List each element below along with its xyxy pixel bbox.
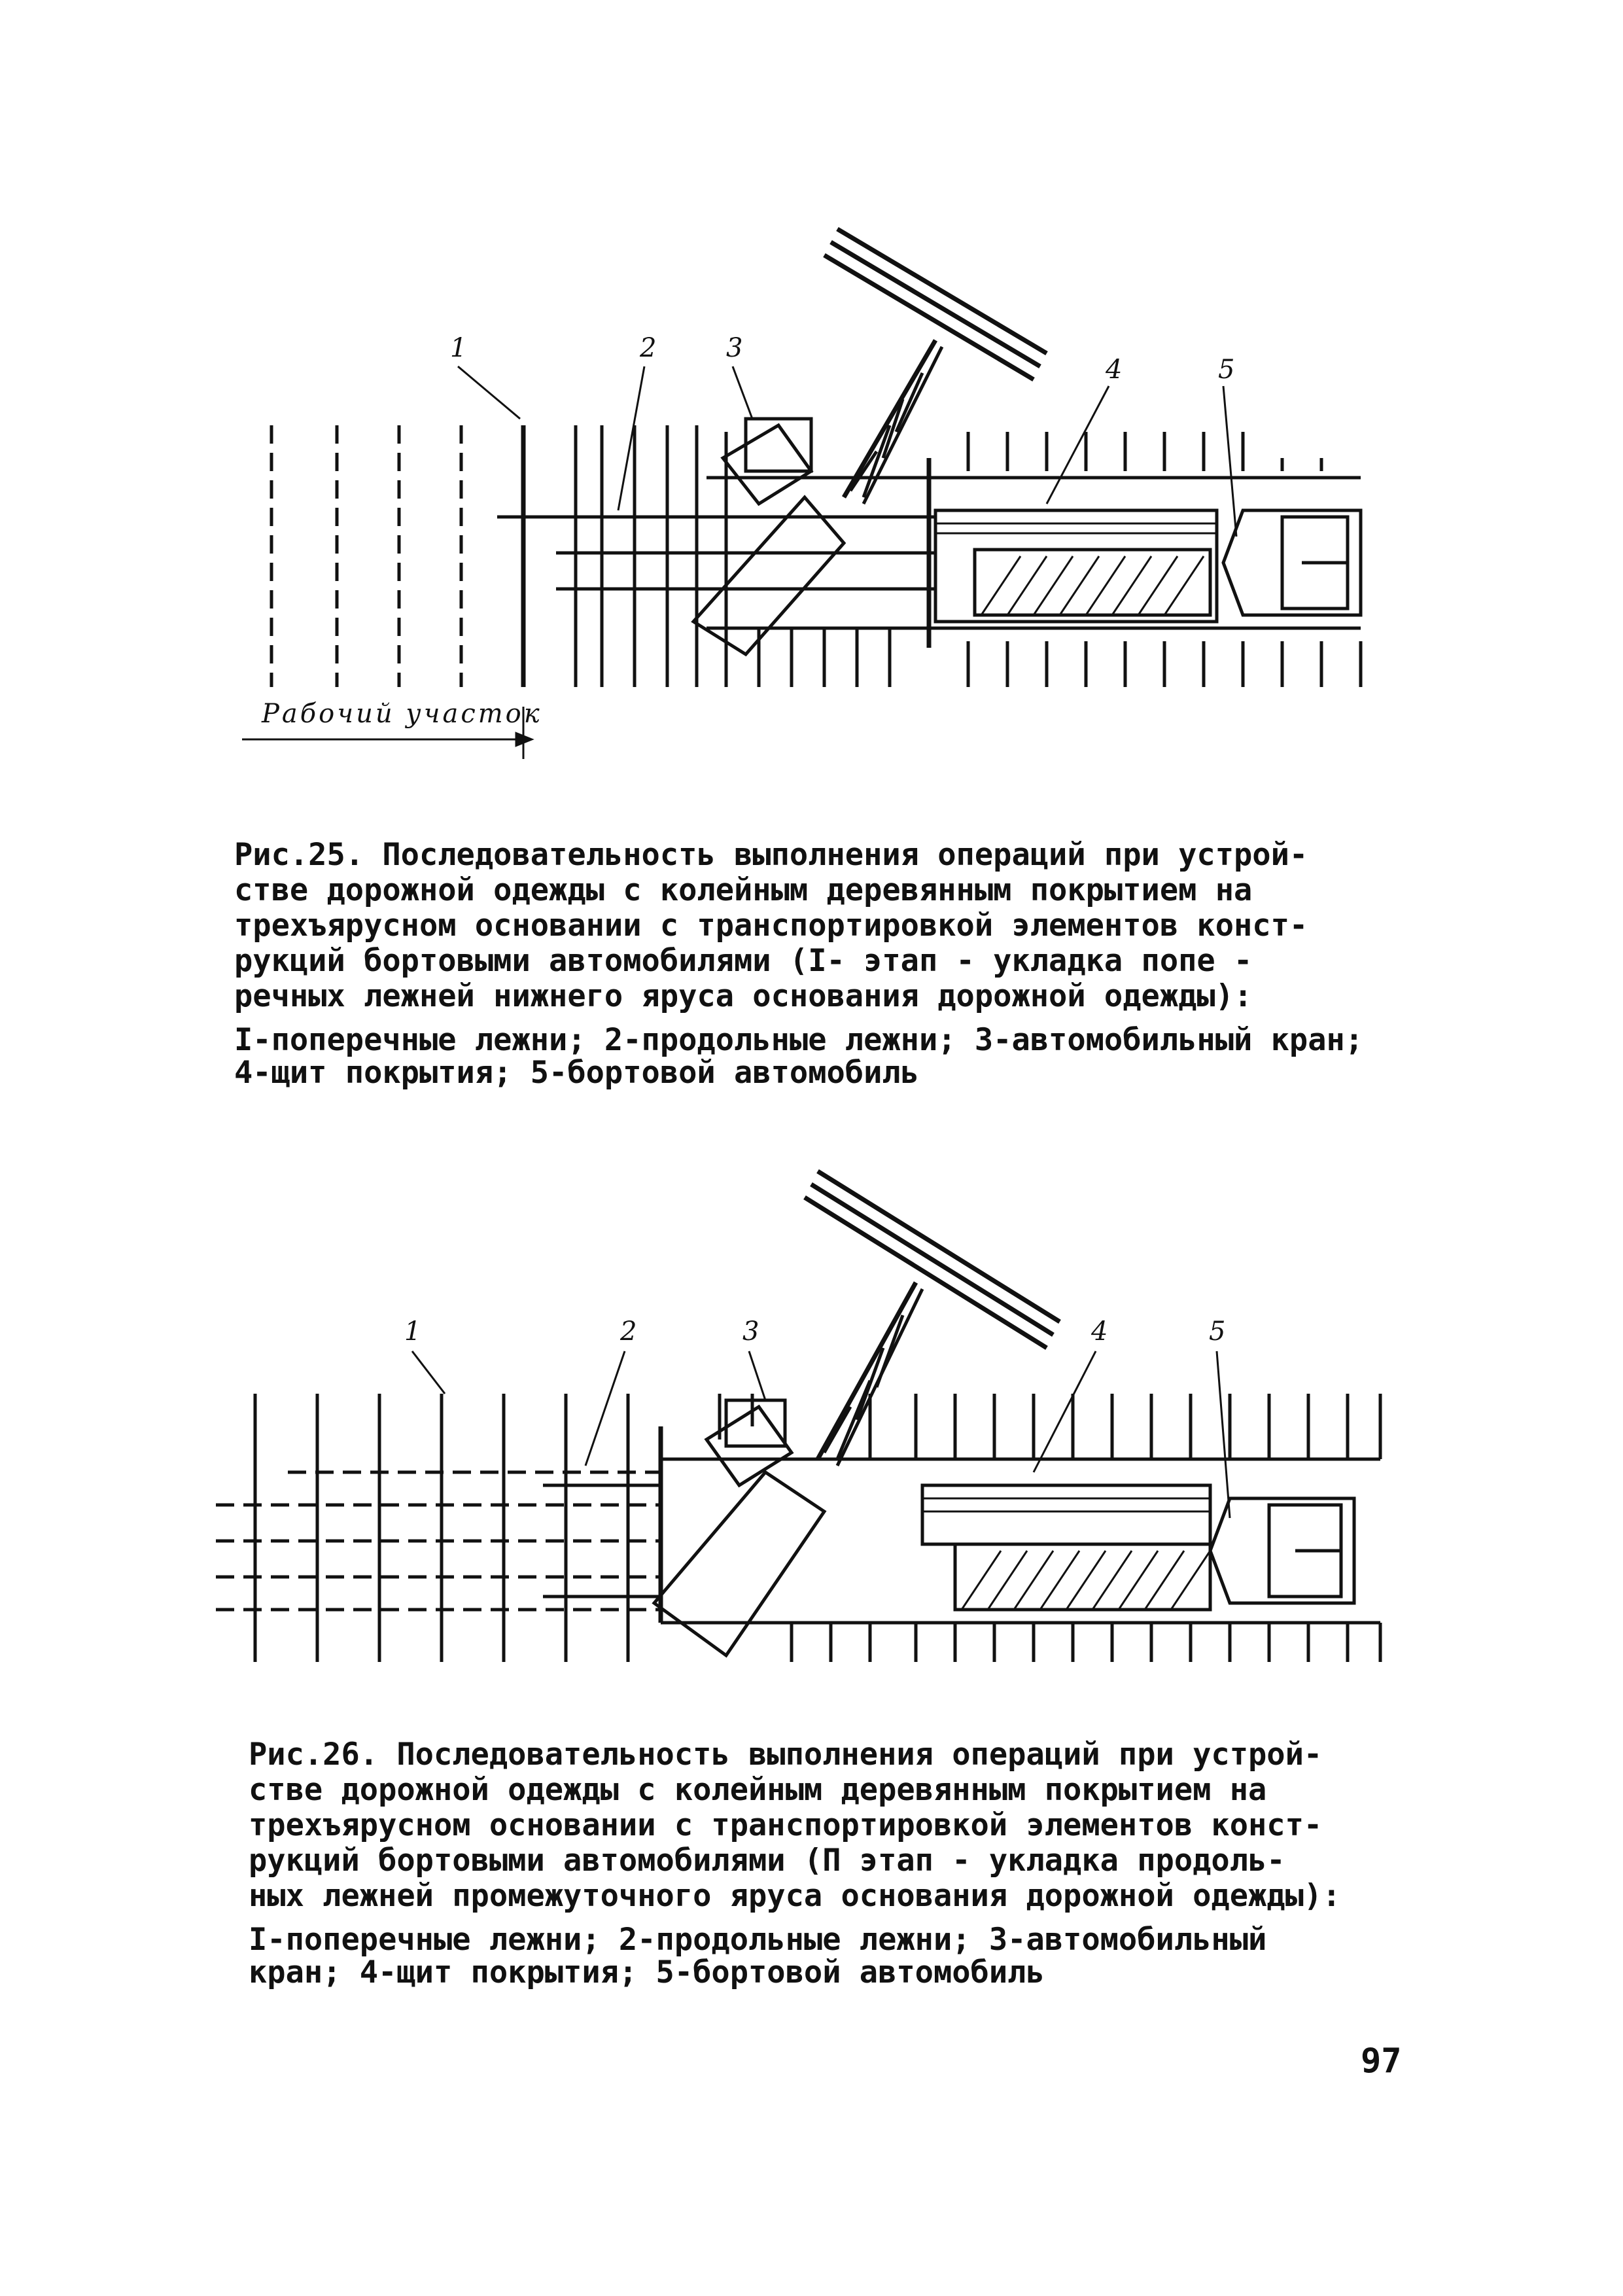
fig26-truck [1210, 1498, 1354, 1603]
fig26-label-4: 4 [1091, 1316, 1108, 1347]
page-number: 97 [1361, 2041, 1402, 2081]
fig26-label-5: 5 [1209, 1316, 1226, 1347]
fig26-label-2: 2 [620, 1316, 637, 1347]
fig26-crane [654, 1171, 1060, 1655]
fig25-label-3: 3 [726, 333, 743, 363]
fig25-work-area-sleepers [271, 425, 523, 687]
fig26-label-3: 3 [742, 1316, 759, 1347]
fig25-label-1: 1 [450, 333, 467, 363]
fig25-label-4: 4 [1106, 355, 1123, 385]
fig25-caption: Рис.25. Последовательность выполнения операций при устрой- стве дорожной одежды с колейным деревянным покрытием на трехъярусном основании с транспортировкой элементов конст- рукций бортовыми автомобилями (I- этап - укладка попе - речных лежней нижнего яруса основания дорожной одежды): [234, 837, 1308, 1014]
fig26-leader-lines [412, 1351, 1230, 1518]
fig26-cover-panel [922, 1485, 1210, 1610]
fig25-truck [1223, 510, 1361, 615]
fig25-work-area-label: Рабочий участок [262, 699, 542, 729]
fig26-label-1: 1 [404, 1316, 421, 1347]
fig25-cover-panel [935, 510, 1217, 622]
fig25-label-5: 5 [1218, 355, 1235, 385]
fig26-legend: I-поперечные лежни; 2-продольные лежни; 3-автомобильный кран; 4-щит покрытия; 5-бортовой автомобиль [249, 1922, 1267, 1990]
fig25-legend: I-поперечные лежни; 2-продольные лежни; 3-автомобильный кран; 4-щит покрытия; 5-бортовой автомобиль [234, 1022, 1364, 1091]
fig25-label-2: 2 [640, 333, 657, 363]
fig26-caption: Рис.26. Последовательность выполнения операций при устрой- стве дорожной одежды с колейным деревянным покрытием на трехъярусном основании с транспортировкой элементов конст- рукций бортовыми автомобилями (П этап - укладка продоль- ных лежней промежуточного яруса основания дорожной одежды): [249, 1737, 1341, 1914]
fig25-transverse-sleepers [576, 425, 1361, 687]
